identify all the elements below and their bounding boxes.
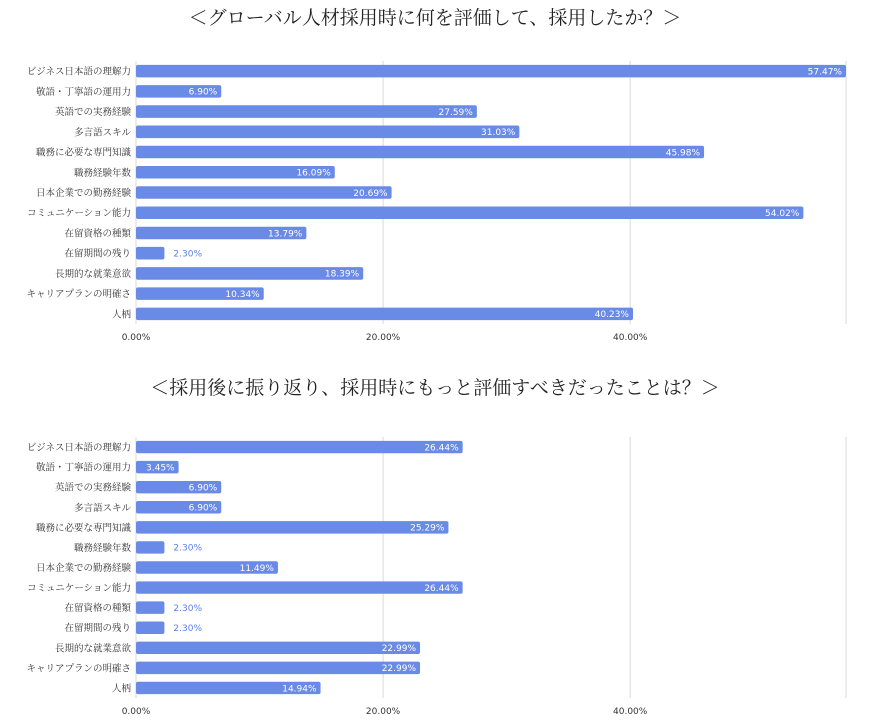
data-label: 3.45% [146, 463, 175, 474]
data-label: 27.59% [438, 107, 473, 118]
category-label: 敬語・丁寧語の運用力 [35, 462, 131, 474]
category-label: コミュニケーション能力 [27, 583, 131, 595]
x-tick-label: 20.00% [365, 333, 401, 343]
bar [136, 581, 463, 593]
chart-evaluated-at-hiring [0, 0, 870, 355]
category-label: ビジネス日本語の理解力 [26, 442, 131, 454]
category-label: 人柄 [111, 309, 131, 321]
category-label: コミュニケーション能力 [27, 208, 131, 220]
category-label: 日本企業での勤務経験 [35, 188, 131, 199]
data-label: 26.44% [424, 583, 459, 594]
bar-chart-plot [0, 370, 870, 722]
bar [136, 146, 704, 159]
data-label: 2.30% [173, 543, 203, 554]
x-tick-label: 0.00% [121, 333, 151, 343]
data-label: 11.49% [239, 563, 274, 574]
data-label: 6.90% [188, 503, 218, 514]
bar-chart-plot [0, 0, 870, 355]
data-label: 25.29% [410, 523, 445, 534]
bar [136, 308, 633, 321]
category-label: 職務経験年数 [73, 167, 131, 179]
chart-title: ＜採用後に振り返り、採用時にもっと評価すべきだったことは？＞ [150, 377, 720, 399]
data-label: 57.47% [807, 67, 842, 78]
category-label: 職務経験年数 [73, 542, 131, 554]
category-label: 在留資格の種類 [64, 228, 131, 240]
data-label: 18.39% [324, 269, 360, 280]
x-tick-label: 0.00% [121, 707, 151, 717]
bar [136, 662, 420, 674]
bar [136, 642, 420, 654]
x-tick-label: 20.00% [365, 707, 401, 717]
data-label: 2.30% [173, 249, 203, 260]
category-label: 英語での実務経験 [54, 107, 131, 119]
category-label: キャリアプランの明確さ [26, 663, 131, 675]
data-label: 40.23% [594, 310, 630, 321]
data-label: 14.94% [282, 684, 317, 695]
category-label: 在留期間の残り [64, 623, 131, 635]
category-label: 人柄 [111, 683, 131, 695]
data-label: 31.03% [481, 128, 516, 139]
data-label: 45.98% [665, 148, 701, 159]
data-label: 2.30% [173, 603, 203, 614]
data-label: 6.90% [188, 483, 218, 494]
data-label: 2.30% [173, 624, 203, 635]
category-label: 英語での実務経験 [54, 482, 131, 494]
data-label: 16.09% [296, 168, 331, 179]
bar [136, 541, 164, 553]
category-label: 多言語スキル [74, 127, 131, 139]
data-label: 22.99% [381, 664, 417, 675]
category-label: ビジネス日本語の理解力 [26, 66, 131, 78]
bar [136, 247, 164, 260]
category-label: 長期的な就業意欲 [54, 643, 131, 655]
data-label: 6.90% [188, 87, 218, 98]
bar [136, 521, 448, 533]
bar [136, 206, 803, 219]
data-label: 54.02% [765, 209, 800, 220]
category-label: 日本企業での勤務経験 [35, 563, 131, 574]
data-label: 10.34% [225, 289, 260, 300]
x-tick-label: 40.00% [613, 333, 648, 343]
category-label: 長期的な就業意欲 [54, 268, 131, 280]
data-label: 22.99% [381, 644, 417, 655]
data-label: 20.69% [353, 188, 388, 199]
chart-should-have-evaluated [0, 370, 870, 722]
category-label: キャリアプランの明確さ [26, 289, 131, 301]
bar [136, 622, 164, 634]
bar [136, 601, 164, 613]
x-tick-label: 40.00% [613, 707, 648, 717]
chart-title: ＜グローバル人材採用時に何を評価して、採用したか？＞ [188, 7, 682, 29]
bar [136, 65, 846, 78]
data-label: 13.79% [268, 229, 303, 240]
category-label: 多言語スキル [74, 502, 131, 514]
category-label: 在留期間の残り [64, 248, 131, 260]
bar [136, 441, 463, 453]
category-label: 職務に必要な専門知識 [35, 522, 131, 534]
data-label: 26.44% [424, 443, 459, 454]
category-label: 敬語・丁寧語の運用力 [35, 86, 131, 98]
category-label: 在留資格の種類 [64, 603, 131, 615]
bar [136, 105, 477, 118]
bar [136, 126, 519, 139]
category-label: 職務に必要な専門知識 [35, 147, 131, 159]
